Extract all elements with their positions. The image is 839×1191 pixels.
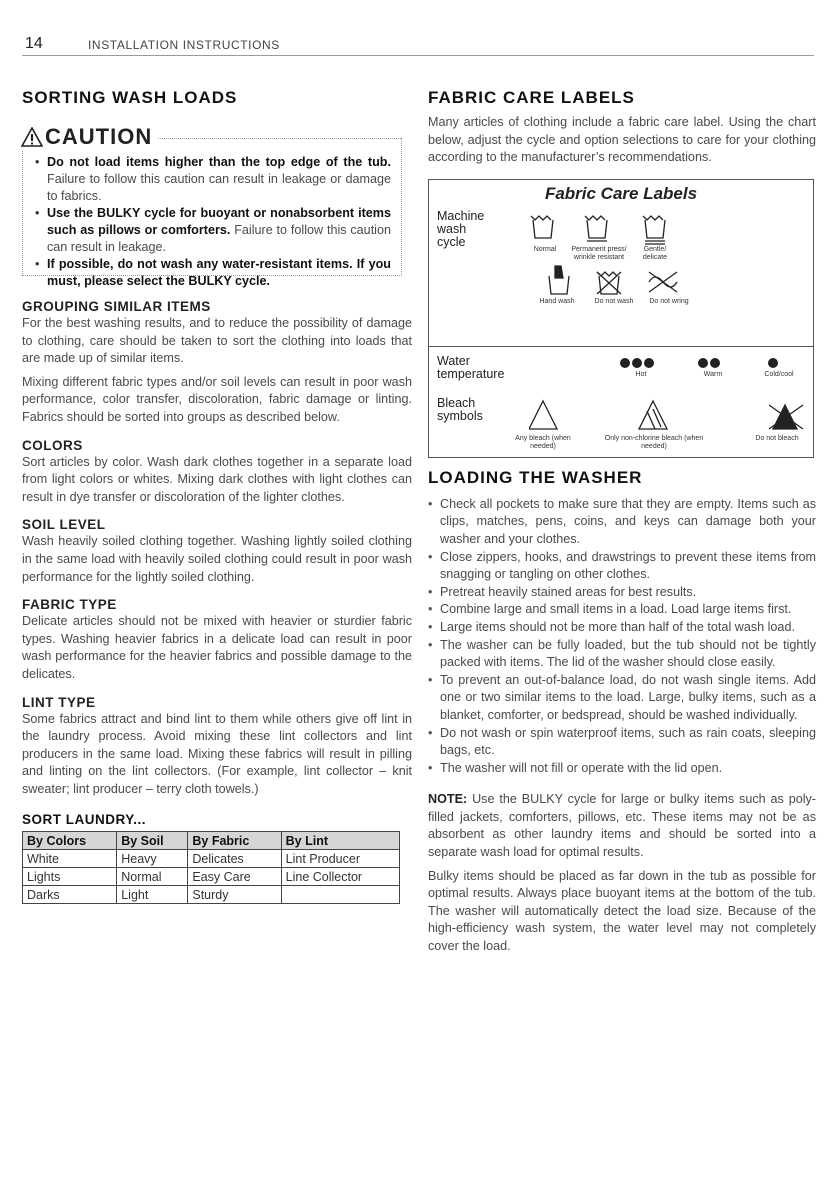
table-header: By Fabric xyxy=(188,832,281,850)
table-row: Lights Normal Easy Care Line Collector xyxy=(23,868,400,886)
fabric-care-title: FABRIC CARE LABELS xyxy=(428,88,635,107)
label-any-bleach: Any bleach (when needed) xyxy=(515,434,571,450)
caution-list xyxy=(35,154,391,290)
label-permanent-press: Permanent press/ wrinkle resistant xyxy=(571,245,627,261)
left-column xyxy=(22,88,412,904)
label-non-chlorine: Only non-chlorine bleach (when needed) xyxy=(604,434,704,450)
colors-text: Sort articles by color. Wash dark clothes together in a separate load from light colors or whites. Mixing dark clothes with light clothes can result in dye transfer or discoloration of the lighter clothes. xyxy=(22,454,412,504)
water-temp-label: Water temperature xyxy=(437,353,505,381)
list-item: • Do not wash or spin waterproof items, such as rain coats, sleeping bags, etc. xyxy=(428,725,816,760)
section-title: INSTALLATION INSTRUCTIONS xyxy=(88,38,280,52)
label-hand-wash: Hand wash xyxy=(539,297,575,305)
grouping-p2: Mixing different fabric types and/or soil levels can result in poor wash performance, color transfer, discoloration, fabric damage or linting. Fabrics should be sorted into groups as described below. xyxy=(22,374,412,424)
page-header xyxy=(22,32,814,56)
lint-heading: LINT TYPE xyxy=(22,694,96,710)
chart-title: Fabric Care Labels xyxy=(544,183,698,203)
list-item: • Pretreat heavily stained areas for best results. xyxy=(428,584,816,602)
label-gentle: Gentle/ delicate xyxy=(642,245,668,261)
sorting-title: SORTING WASH LOADS xyxy=(22,88,238,107)
table-row: White Heavy Delicates Lint Producer xyxy=(23,850,400,868)
fabric-heading: FABRIC TYPE xyxy=(22,597,117,613)
table-header: By Colors xyxy=(23,832,117,850)
wash-tub-icons xyxy=(529,210,719,250)
sort-title: SORT LAUNDRY... xyxy=(22,812,147,828)
label-warm: Warm xyxy=(703,370,723,378)
list-item: • Combine large and small items in a load. Load large items first. xyxy=(428,601,816,619)
warning-icon xyxy=(21,127,43,147)
machine-wash-label: Machine wash cycle xyxy=(437,208,485,249)
label-do-not-wash: Do not wash xyxy=(594,297,634,305)
right-column xyxy=(428,88,816,956)
list-item: • The washer can be fully loaded, but the tub should not be tightly packed with items. The lid of the washer should close easily. xyxy=(428,637,816,672)
caution-item: • Do not load items higher than the top edge of the tub. Failure to follow this caution can result in leakage or damage to fabrics. xyxy=(35,154,391,205)
temp-bleach-chart xyxy=(428,346,814,458)
label-do-not-bleach: Do not bleach xyxy=(755,434,799,442)
fabric-text: Delicate articles should not be mixed with heavier or sturdier fabric types. Washing heavier fabrics in a delicate load can result in poor wash performance for the heavier fabrics and possible damage to the delicates. xyxy=(22,614,412,681)
caution-box xyxy=(22,124,402,288)
list-item: • Large items should not be more than half of the total wash load. xyxy=(428,619,816,637)
list-item: • The washer will not fill or operate with the lid open. xyxy=(428,760,816,778)
table-header: By Lint xyxy=(281,832,399,850)
bulky-paragraph: Bulky items should be placed as far down in the tub as possible for optimal results. Always place buoyant items at the bottom of the tub. The washer will automatically detect the load size. Because of the high-efficiency wash system, the water level may not completely cover the load. xyxy=(428,868,816,954)
grouping-heading: GROUPING SIMILAR ITEMS xyxy=(22,299,211,314)
bleach-label: Bleach symbols xyxy=(437,395,483,423)
temperature-dots xyxy=(619,357,799,371)
label-normal: Normal xyxy=(533,245,557,253)
hand-wash-icons xyxy=(545,262,705,298)
loading-title: LOADING THE WASHER xyxy=(428,467,643,487)
label-do-not-wring: Do not wring xyxy=(649,297,689,305)
grouping-p1: For the best washing results, and to reduce the possibility of damage to clothing, care should be taken to sort the clothing into loads that are made up of similar items. xyxy=(22,316,412,366)
caution-item: • If possible, do not wash any water-resistant items. If you must, please select the BULKY cycle. xyxy=(35,256,391,290)
caution-item: • Use the BULKY cycle for buoyant or nonabsorbent items such as pillows or comforters. Failure to follow this caution can result in leakage. xyxy=(35,205,391,256)
colors-heading: COLORS xyxy=(22,437,83,453)
bleach-icons xyxy=(529,399,809,433)
note-paragraph: NOTE: Use the BULKY cycle for large or bulky items such as poly-filled jackets, comforters, pillows, etc. These items may not be as absorbent as other laundry items and should be sorted into a separate wash load for optimal results. xyxy=(428,792,816,860)
page-number: 14 xyxy=(25,35,43,52)
sort-table xyxy=(22,831,400,904)
list-item: • Close zippers, hooks, and drawstrings to prevent these items from snagging or tangling on other clothes. xyxy=(428,549,816,584)
table-header-row xyxy=(23,832,400,850)
soil-heading: SOIL LEVEL xyxy=(22,517,106,533)
table-header: By Soil xyxy=(117,832,188,850)
label-hot: Hot xyxy=(635,370,647,378)
lint-text: Some fabrics attract and bind lint to them while others give off lint in the laundry process. Avoid mixing these lint collectors and lint producers in the same load. Mixing these fabrics will result in pilling and linting on the lint collectors. (For example, lint collector – knit sweater; lint producer – terry cloth towels.) xyxy=(22,711,412,796)
list-item: • Check all pockets to make sure that they are empty. Items such as clips, matches, pens, coins, and keys can damage both your washer and your clothes. xyxy=(428,496,816,549)
table-row: Darks Light Sturdy xyxy=(23,886,400,904)
fabric-care-intro: Many articles of clothing include a fabric care label. Using the chart below, adjust the cycle and option selections to care for your clothing according to the manufacturer’s recommendations. xyxy=(428,115,816,165)
label-cold: Cold/cool xyxy=(764,370,794,378)
loading-list xyxy=(428,496,816,778)
fabric-care-chart xyxy=(428,179,814,347)
caution-title: CAUTION xyxy=(21,124,158,150)
soil-text: Wash heavily soiled clothing together. Washing lightly soiled clothing in the same load with heavily soiled clothing could result in poor wash performance for the lightly soiled clothing. xyxy=(22,534,412,584)
list-item: • To prevent an out-of-balance load, do not wash single items. Add one or two similar items to the load. Large, bulky items, such as a blanket, comforter, or bedspread, should be washed individually. xyxy=(428,672,816,725)
